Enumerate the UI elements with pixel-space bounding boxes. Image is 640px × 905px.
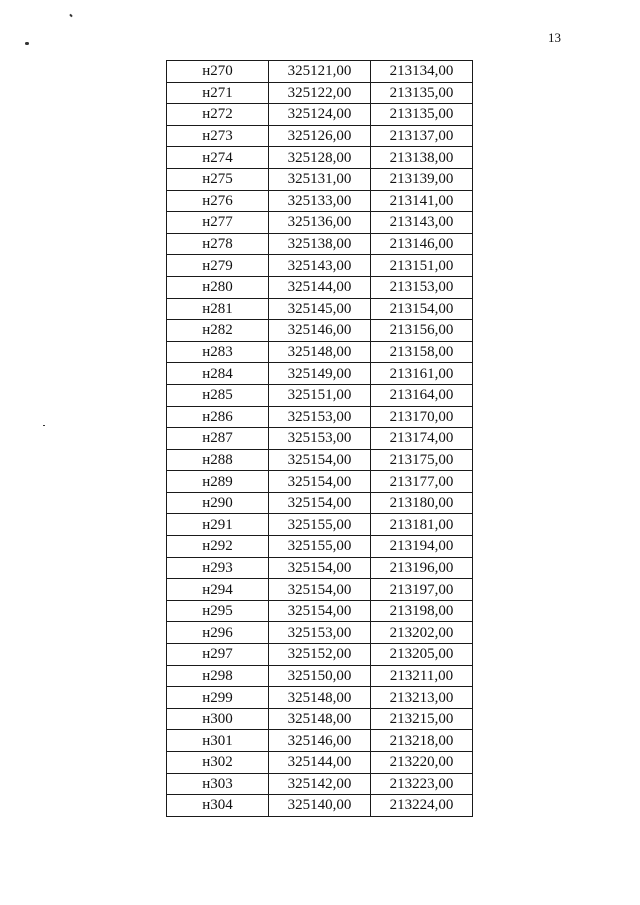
point-id-cell: н276: [167, 190, 269, 212]
x-coordinate-cell: 325121,00: [269, 61, 371, 83]
x-coordinate-cell: 325140,00: [269, 795, 371, 817]
x-coordinate-cell: 325146,00: [269, 320, 371, 342]
x-coordinate-cell: 325153,00: [269, 428, 371, 450]
table-row: [167, 190, 473, 212]
point-id-cell: н297: [167, 644, 269, 666]
x-coordinate-cell: 325133,00: [269, 190, 371, 212]
x-coordinate-cell: 325142,00: [269, 773, 371, 795]
point-id-cell: н288: [167, 449, 269, 471]
x-coordinate-cell: 325155,00: [269, 514, 371, 536]
y-coordinate-cell: 213138,00: [371, 147, 473, 169]
y-coordinate-cell: 213196,00: [371, 557, 473, 579]
y-coordinate-cell: 213175,00: [371, 449, 473, 471]
point-id-cell: н270: [167, 61, 269, 83]
coordinates-table: [166, 60, 473, 817]
y-coordinate-cell: 213213,00: [371, 687, 473, 709]
table-row: [167, 125, 473, 147]
x-coordinate-cell: 325131,00: [269, 168, 371, 190]
y-coordinate-cell: 213215,00: [371, 708, 473, 730]
y-coordinate-cell: 213223,00: [371, 773, 473, 795]
point-id-cell: н284: [167, 363, 269, 385]
point-id-cell: н293: [167, 557, 269, 579]
table-row: [167, 298, 473, 320]
point-id-cell: н294: [167, 579, 269, 601]
table-row: [167, 557, 473, 579]
point-id-cell: н281: [167, 298, 269, 320]
y-coordinate-cell: 213141,00: [371, 190, 473, 212]
scan-speck: [25, 42, 29, 45]
table-row: [167, 752, 473, 774]
table-row: [167, 773, 473, 795]
x-coordinate-cell: 325146,00: [269, 730, 371, 752]
y-coordinate-cell: 213174,00: [371, 428, 473, 450]
y-coordinate-cell: 213211,00: [371, 665, 473, 687]
point-id-cell: н291: [167, 514, 269, 536]
point-id-cell: н303: [167, 773, 269, 795]
x-coordinate-cell: 325136,00: [269, 212, 371, 234]
x-coordinate-cell: 325148,00: [269, 687, 371, 709]
point-id-cell: н280: [167, 276, 269, 298]
y-coordinate-cell: 213202,00: [371, 622, 473, 644]
x-coordinate-cell: 325145,00: [269, 298, 371, 320]
y-coordinate-cell: 213158,00: [371, 341, 473, 363]
point-id-cell: н283: [167, 341, 269, 363]
point-id-cell: н282: [167, 320, 269, 342]
table-row: [167, 644, 473, 666]
table-row: [167, 708, 473, 730]
y-coordinate-cell: 213137,00: [371, 125, 473, 147]
y-coordinate-cell: 213151,00: [371, 255, 473, 277]
y-coordinate-cell: 213146,00: [371, 233, 473, 255]
y-coordinate-cell: 213161,00: [371, 363, 473, 385]
x-coordinate-cell: 325154,00: [269, 579, 371, 601]
table-row: [167, 449, 473, 471]
point-id-cell: н290: [167, 492, 269, 514]
table-row: [167, 61, 473, 83]
point-id-cell: н271: [167, 82, 269, 104]
point-id-cell: н289: [167, 471, 269, 493]
y-coordinate-cell: 213139,00: [371, 168, 473, 190]
table-row: [167, 341, 473, 363]
table-row: [167, 492, 473, 514]
table-row: [167, 384, 473, 406]
point-id-cell: н273: [167, 125, 269, 147]
coordinates-table-body: [167, 61, 473, 817]
table-row: [167, 363, 473, 385]
table-row: [167, 536, 473, 558]
y-coordinate-cell: 213135,00: [371, 104, 473, 126]
x-coordinate-cell: 325144,00: [269, 752, 371, 774]
y-coordinate-cell: 213194,00: [371, 536, 473, 558]
y-coordinate-cell: 213197,00: [371, 579, 473, 601]
point-id-cell: н279: [167, 255, 269, 277]
table-row: [167, 622, 473, 644]
table-row: [167, 233, 473, 255]
x-coordinate-cell: 325148,00: [269, 341, 371, 363]
point-id-cell: н275: [167, 168, 269, 190]
y-coordinate-cell: 213177,00: [371, 471, 473, 493]
y-coordinate-cell: 213205,00: [371, 644, 473, 666]
table-row: [167, 665, 473, 687]
x-coordinate-cell: 325122,00: [269, 82, 371, 104]
point-id-cell: н278: [167, 233, 269, 255]
scan-speck: [69, 14, 72, 18]
point-id-cell: н299: [167, 687, 269, 709]
table-row: [167, 795, 473, 817]
x-coordinate-cell: 325154,00: [269, 492, 371, 514]
x-coordinate-cell: 325143,00: [269, 255, 371, 277]
point-id-cell: н296: [167, 622, 269, 644]
table-row: [167, 428, 473, 450]
x-coordinate-cell: 325154,00: [269, 557, 371, 579]
y-coordinate-cell: 213143,00: [371, 212, 473, 234]
x-coordinate-cell: 325154,00: [269, 449, 371, 471]
x-coordinate-cell: 325149,00: [269, 363, 371, 385]
y-coordinate-cell: 213164,00: [371, 384, 473, 406]
point-id-cell: н277: [167, 212, 269, 234]
x-coordinate-cell: 325144,00: [269, 276, 371, 298]
point-id-cell: н286: [167, 406, 269, 428]
table-row: [167, 579, 473, 601]
table-row: [167, 406, 473, 428]
point-id-cell: н298: [167, 665, 269, 687]
x-coordinate-cell: 325128,00: [269, 147, 371, 169]
y-coordinate-cell: 213198,00: [371, 600, 473, 622]
point-id-cell: н295: [167, 600, 269, 622]
point-id-cell: н302: [167, 752, 269, 774]
point-id-cell: н287: [167, 428, 269, 450]
x-coordinate-cell: 325138,00: [269, 233, 371, 255]
y-coordinate-cell: 213170,00: [371, 406, 473, 428]
page-number: 13: [548, 30, 561, 45]
table-row: [167, 82, 473, 104]
table-row: [167, 147, 473, 169]
y-coordinate-cell: 213154,00: [371, 298, 473, 320]
point-id-cell: н274: [167, 147, 269, 169]
x-coordinate-cell: 325152,00: [269, 644, 371, 666]
table-row: [167, 212, 473, 234]
x-coordinate-cell: 325154,00: [269, 471, 371, 493]
table-row: [167, 255, 473, 277]
x-coordinate-cell: 325153,00: [269, 622, 371, 644]
point-id-cell: н292: [167, 536, 269, 558]
point-id-cell: н301: [167, 730, 269, 752]
y-coordinate-cell: 213180,00: [371, 492, 473, 514]
y-coordinate-cell: 213218,00: [371, 730, 473, 752]
scan-speck: [43, 425, 45, 426]
y-coordinate-cell: 213181,00: [371, 514, 473, 536]
table-row: [167, 320, 473, 342]
table-row: [167, 104, 473, 126]
y-coordinate-cell: 213134,00: [371, 61, 473, 83]
table-row: [167, 687, 473, 709]
point-id-cell: н300: [167, 708, 269, 730]
x-coordinate-cell: 325148,00: [269, 708, 371, 730]
point-id-cell: н304: [167, 795, 269, 817]
table-row: [167, 471, 473, 493]
y-coordinate-cell: 213156,00: [371, 320, 473, 342]
x-coordinate-cell: 325124,00: [269, 104, 371, 126]
y-coordinate-cell: 213153,00: [371, 276, 473, 298]
table-row: [167, 168, 473, 190]
x-coordinate-cell: 325155,00: [269, 536, 371, 558]
point-id-cell: н272: [167, 104, 269, 126]
x-coordinate-cell: 325154,00: [269, 600, 371, 622]
x-coordinate-cell: 325150,00: [269, 665, 371, 687]
x-coordinate-cell: 325153,00: [269, 406, 371, 428]
table-row: [167, 600, 473, 622]
y-coordinate-cell: 213135,00: [371, 82, 473, 104]
y-coordinate-cell: 213220,00: [371, 752, 473, 774]
table-row: [167, 730, 473, 752]
point-id-cell: н285: [167, 384, 269, 406]
table-row: [167, 514, 473, 536]
table-row: [167, 276, 473, 298]
y-coordinate-cell: 213224,00: [371, 795, 473, 817]
x-coordinate-cell: 325151,00: [269, 384, 371, 406]
x-coordinate-cell: 325126,00: [269, 125, 371, 147]
